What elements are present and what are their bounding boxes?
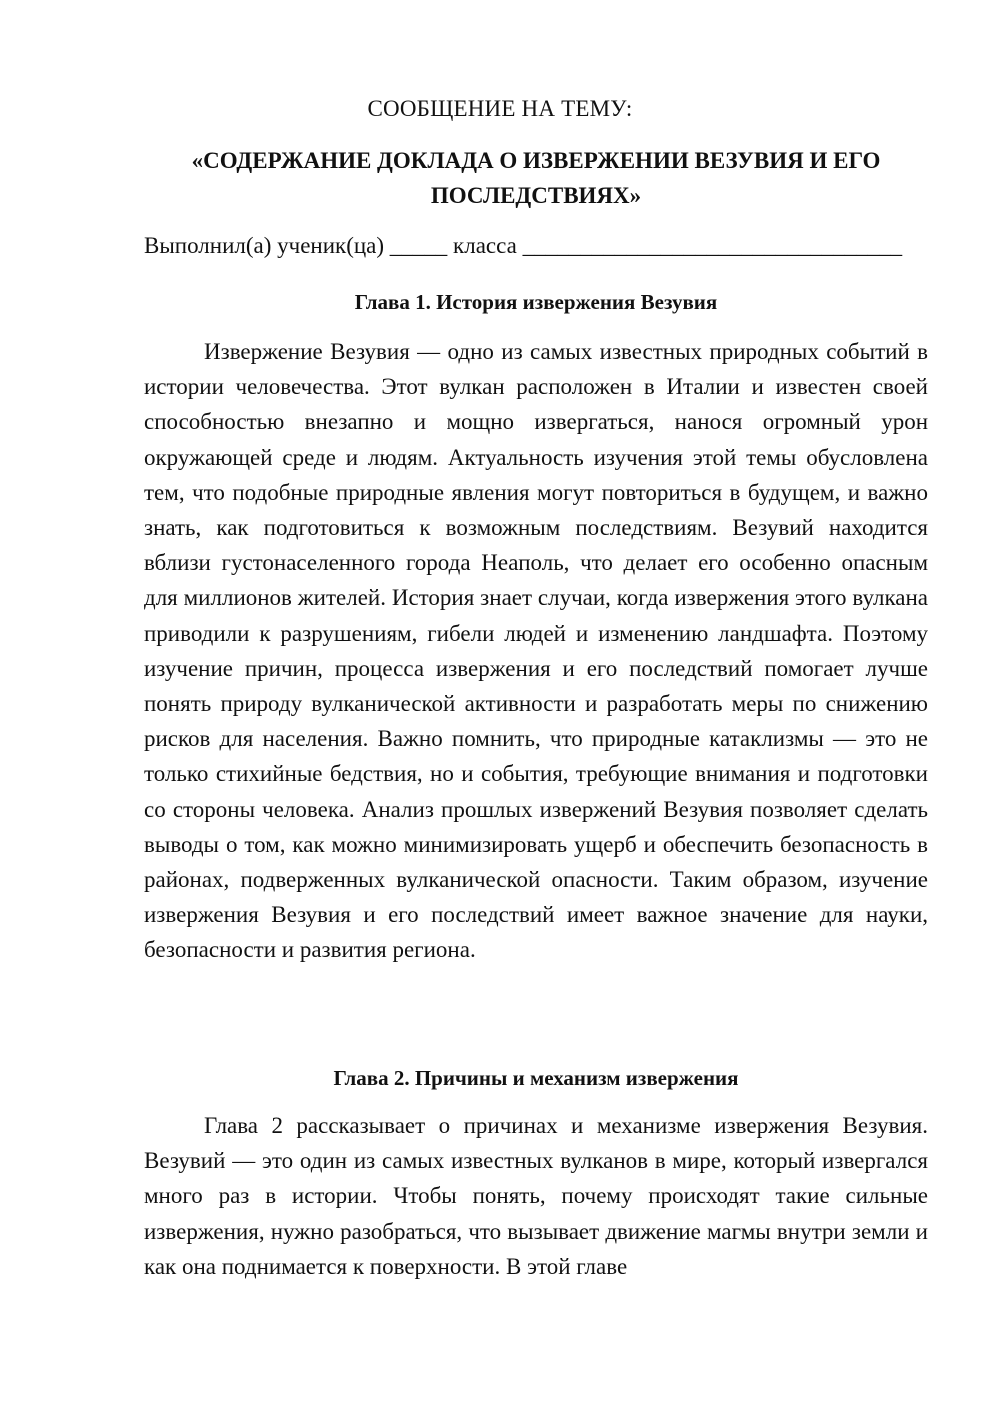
chapter-1-paragraph: Извержение Везувия — одно из самых известных природных событий в истории человечества. Этот вулкан расположен в Италии и известен своей способностью внезапно и мощно извергаться, нанося огромный урон окружающей среде и людям. Актуальность изучения этой темы обусловлена тем, что подобные природные явления могут повториться в будущем, и важно знать, как подготовиться к возможным последствиям. Везувий находится вблизи густонаселенного города Неаполь, что делает его особенно опасным для миллионов жителей. История знает случаи, когда извержения этого вулкана приводили к разрушениям, гибели людей и изменению ландшафта. Поэтому изучение причин, процесса извержения и его последствий помогает лучше понять природу вулканической активности и разработать меры по снижению рисков для населения. Важно помнить, что природные катаклизмы — это не только стихийные бедствия, но и события, требующие внимания и подготовки со стороны человека. Анализ прошлых извержений Везувия позволяет сделать выводы о том, как можно минимизировать ущерб и обеспечить безопасность в районах, подверженных вулканической опасности. Таким образом, изучение извержения Везувия и его последствий имеет важное значение для науки, безопасности и развития региона.	[144, 339, 928, 963]
topic-label: СООБЩЕНИЕ НА ТЕМУ:	[367, 96, 633, 121]
chapter-2-heading: Глава 2. Причины и механизм извержения	[333, 1066, 739, 1090]
performer-line: Выполнил(а) ученик(ца) _____ класса _________________________________	[144, 233, 903, 258]
document-title: «СОДЕРЖАНИЕ ДОКЛАДА О ИЗВЕРЖЕНИИ ВЕЗУВИЯ И ЕГО ПОСЛЕДСТВИЯХ»	[191, 148, 881, 208]
chapter-2-paragraph: Глава 2 рассказывает о причинах и механизме извержения Везувия. Везувий — это один из самых известных вулканов в мире, который извергался много раз в истории. Чтобы понять, почему происходят такие сильные извержения, нужно разобраться, что вызывает движение магмы внутри земли и как она поднимается к поверхности. В этой главе	[144, 1113, 928, 1279]
chapter-1-heading: Глава 1. История извержения Везувия	[354, 290, 718, 314]
